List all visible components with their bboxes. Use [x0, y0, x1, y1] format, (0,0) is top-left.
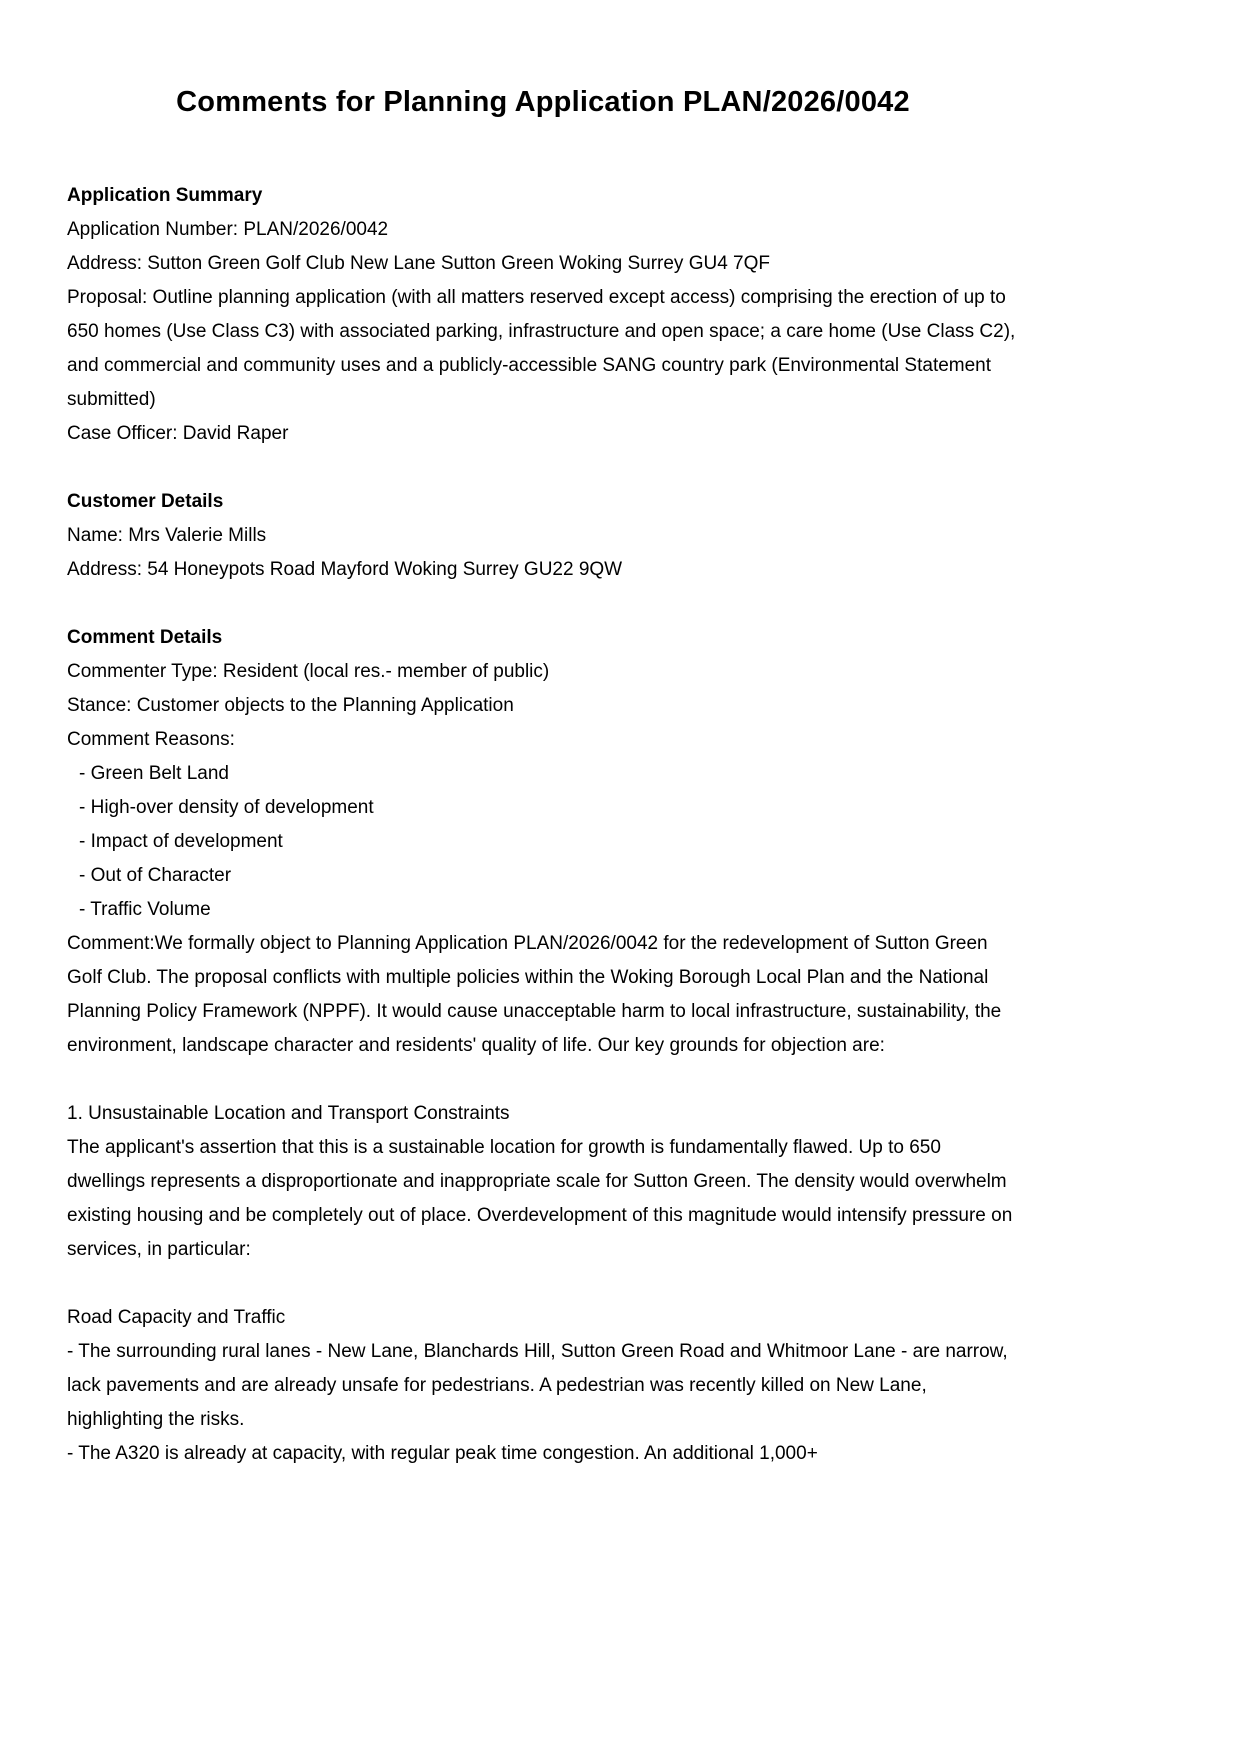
customer-address-line: Address: 54 Honeypots Road Mayford Woking Surrey GU22 9QW	[67, 559, 623, 580]
case-officer-line: Case Officer: David Raper	[67, 423, 289, 444]
comment-intro-paragraph: Comment:We formally object to Planning Application PLAN/2026/0042 for the redevelopment of Sutton Green Golf Club. The proposal conflicts with multiple policies within the Woking Borough Local Plan and the National Planning Policy Framework (NPPF). It would cause unacceptable harm to local infrastructure, sustainability, the environment, landscape character and residents' quality of life. Our key grounds for objection are:	[67, 933, 1002, 1056]
application-number-line: Application Number: PLAN/2026/0042	[67, 219, 389, 240]
road-capacity-heading: Road Capacity and Traffic	[67, 1307, 286, 1328]
comment-reasons-list	[67, 757, 1019, 927]
customer-details-heading: Customer Details	[67, 491, 224, 512]
comment-point1-body: The applicant's assertion that this is a sustainable location for growth is fundamentally flawed. Up to 650 dwellings represents a disproportionate and inappropriate scale for Sutton Green. The density would overwhelm existing housing and be completely out of place. Overdevelopment of this magnitude would intensify pressure on services, in particular:	[67, 1137, 1013, 1260]
comment-reason-item: - Traffic Volume	[79, 899, 211, 920]
page-title: Comments for Planning Application PLAN/2026/0042	[176, 86, 910, 118]
application-address-line: Address: Sutton Green Golf Club New Lane Sutton Green Woking Surrey GU4 7QF	[67, 253, 770, 274]
section-customer-details	[67, 485, 1019, 587]
document-content	[67, 86, 1019, 1471]
commenter-type-line: Commenter Type: Resident (local res.- member of public)	[67, 661, 550, 682]
section-application-summary	[67, 179, 1019, 451]
application-summary-heading: Application Summary	[67, 185, 263, 206]
proposal-line: Proposal: Outline planning application (with all matters reserved except access) comprising the erection of up to 650 homes (Use Class C3) with associated parking, infrastructure and open space; a care home (Use Class C2), and commercial and community uses and a publicly-accessible SANG country park (Environmental Statement submitted)	[67, 287, 1016, 410]
comment-reason-item: - High-over density of development	[79, 797, 374, 818]
comment-point1-heading: 1. Unsustainable Location and Transport Constraints	[67, 1103, 510, 1124]
comment-reason-item: - Out of Character	[79, 865, 232, 886]
road-capacity-point-2: - The A320 is already at capacity, with regular peak time congestion. An additional 1,000+	[67, 1443, 818, 1464]
road-capacity-point-1: - The surrounding rural lanes - New Lane, Blanchards Hill, Sutton Green Road and Whitmoor Lane - are narrow, lack pavements and are already unsafe for pedestrians. A pedestrian was recently killed on New Lane, highlighting the risks.	[67, 1341, 1008, 1430]
section-comment-details	[67, 621, 1019, 1471]
comment-reason-item: - Impact of development	[79, 831, 283, 852]
comment-details-heading: Comment Details	[67, 627, 223, 648]
comment-reason-item: - Green Belt Land	[79, 763, 229, 784]
stance-line: Stance: Customer objects to the Planning Application	[67, 695, 514, 716]
customer-name-line: Name: Mrs Valerie Mills	[67, 525, 267, 546]
comment-reasons-label: Comment Reasons:	[67, 729, 235, 750]
